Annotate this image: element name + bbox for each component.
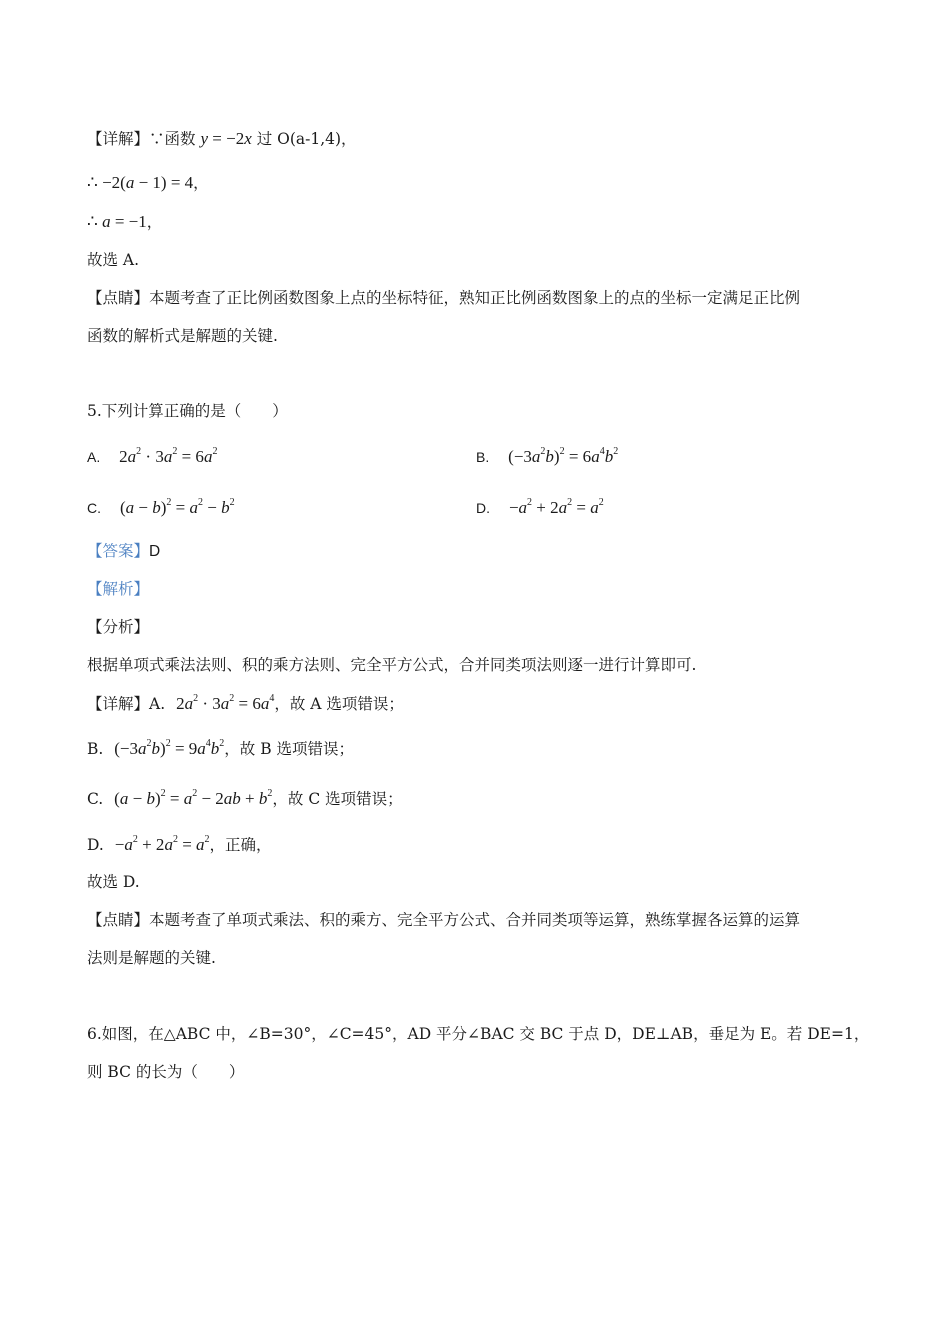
detail-tag: 【详解】 (87, 130, 150, 148)
option-formula: $2a^2 \cdot 3a^2 = 6a^2$ (119, 446, 218, 466)
q4-comment-line2: 函数的解析式是解题的关键. (87, 327, 278, 345)
q5-option-b (476, 446, 618, 468)
q5-comment-line1: 【点睛】本题考查了单项式乘法、积的乘方、完全平方公式、合并同类项等运算，熟练掌握各运算的运算 (87, 911, 801, 929)
option-label: D. (476, 500, 490, 516)
option-label: A. (87, 449, 101, 465)
q6-question-line1: 6.如图，在△ABC 中，∠B=30°，∠C=45°，AD 平分∠BAC 交 BC 于点 D，DE⊥AB，垂足为 E。若 DE=1， (87, 1025, 870, 1043)
option-label: C. (87, 500, 101, 516)
q4-comment-line1: 【点睛】本题考查了正比例函数图象上点的坐标特征，熟知正比例函数图象上的点的坐标一定满足正比例 (87, 289, 801, 307)
q5-detail-a: 【详解】A. $2a^2 \cdot 3a^2 = 6a^4$，故 A 选项错误； (87, 693, 404, 713)
option-label: B. (476, 449, 490, 465)
step1-formula: ∴ −2(a − 1) = 4 (87, 173, 194, 192)
q5-answer (87, 540, 160, 563)
step2-formula: ∴ a = −1 (87, 212, 147, 231)
q5-detail-b: B. $(-3a^2b)^2 = 9a^4b^2$，故 B 选项错误； (87, 738, 355, 758)
function-formula: y = −2x (200, 129, 252, 148)
option-formula: $-a^2 + 2a^2 = a^2$ (508, 497, 604, 517)
detail-formula: $2a^2 \cdot 3a^2 = 6a^4$ (176, 693, 275, 713)
q4-detail-line (87, 128, 357, 150)
q5-fenxi-tag: 【分析】 (87, 618, 150, 636)
q4-step2: ∴ a = −1， (87, 212, 163, 231)
q5-option-c (87, 497, 235, 519)
comment-tag: 【点睛】 (87, 289, 150, 307)
q5-analysis-tag: 【解析】 (87, 580, 150, 598)
q4-step1: ∴ −2(a − 1) = 4， (87, 173, 209, 192)
q5-detail-c: C. $(a - b)^2 = a^2 - 2ab + b^2$，故 C 选项错误； (87, 788, 403, 808)
detail-formula: $(-3a^2b)^2 = 9a^4b^2$ (114, 738, 225, 758)
detail-tag: 【详解】 (87, 695, 150, 713)
q5-option-d (476, 497, 604, 519)
because-text: ∵函数 (149, 130, 196, 148)
q5-fenxi-text: 根据单项式乘法法则、积的乘方法则、完全平方公式，合并同类项法则逐一进行计算即可. (87, 656, 697, 674)
detail-formula: $-a^2 + 2a^2 = a^2$ (114, 834, 210, 854)
option-formula: $(a - b)^2 = a^2 - b^2$ (119, 497, 235, 517)
point-text: 过 O(a-1,4)， (256, 130, 357, 148)
q4-choose: 故选 A. (87, 251, 140, 269)
q5-detail-d: D. $-a^2 + 2a^2 = a^2$，正确， (87, 834, 272, 854)
q5-choose: 故选 D. (87, 873, 140, 891)
detail-formula: $(a - b)^2 = a^2 - 2ab + b^2$ (114, 788, 273, 808)
q6-question-line2: 则 BC 的长为（ ） (87, 1063, 245, 1081)
option-formula: $(-3a^2b)^2 = 6a^4b^2$ (508, 446, 619, 466)
comment-tag: 【点睛】 (87, 911, 150, 929)
answer-value: D (149, 543, 161, 560)
q5-option-a (87, 446, 217, 468)
q5-question: 5.下列计算正确的是（ ） (87, 402, 288, 420)
answer-tag: 【答案】 (87, 542, 150, 560)
q5-comment-line2: 法则是解题的关键. (87, 949, 216, 967)
